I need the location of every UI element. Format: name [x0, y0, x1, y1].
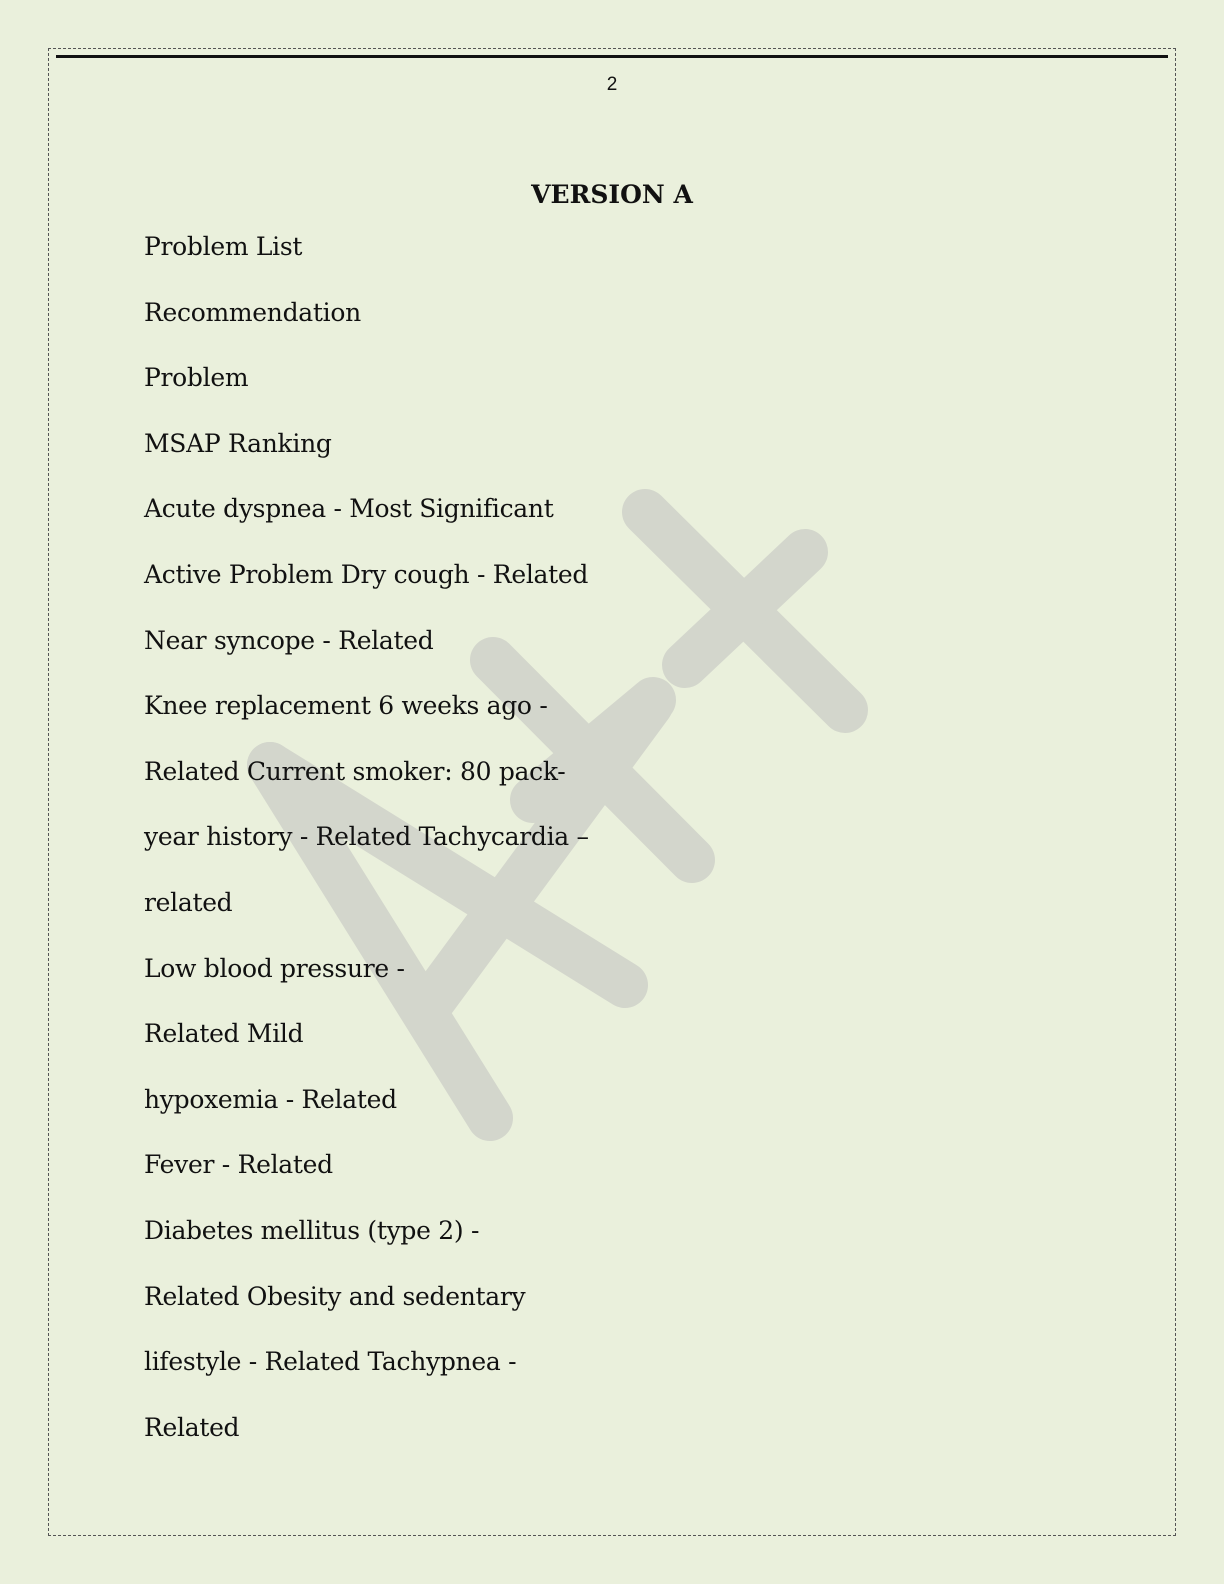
text-line: Knee replacement 6 weeks ago -: [144, 691, 548, 721]
text-line: year history - Related Tachycardia –: [144, 822, 589, 852]
page-number: 2: [606, 74, 618, 95]
document-title: VERSION A: [531, 180, 693, 209]
text-line: Related: [144, 1412, 240, 1442]
text-line: MSAP Ranking: [144, 428, 332, 458]
text-line: Related Current smoker: 80 pack-: [144, 756, 566, 786]
text-line: hypoxemia - Related: [144, 1084, 397, 1114]
text-line: lifestyle - Related Tachypnea -: [144, 1347, 517, 1377]
text-line: Active Problem Dry cough - Related: [144, 559, 589, 589]
text-line: Low blood pressure -: [144, 953, 405, 983]
text-line: Related Obesity and sedentary: [144, 1281, 526, 1311]
text-line: Near syncope - Related: [144, 625, 434, 655]
text-line: Fever - Related: [144, 1150, 333, 1180]
text-line: related: [144, 887, 233, 917]
text-line: Recommendation: [144, 297, 361, 327]
text-line: Acute dyspnea - Most Significant: [144, 494, 554, 524]
text-line: Diabetes mellitus (type 2) -: [144, 1215, 480, 1245]
problem-list-body: [144, 232, 589, 1478]
text-line: Related Mild: [144, 1019, 304, 1049]
header-rule: [56, 55, 1168, 58]
text-line: Problem: [144, 363, 249, 393]
text-line: Problem List: [144, 232, 303, 261]
